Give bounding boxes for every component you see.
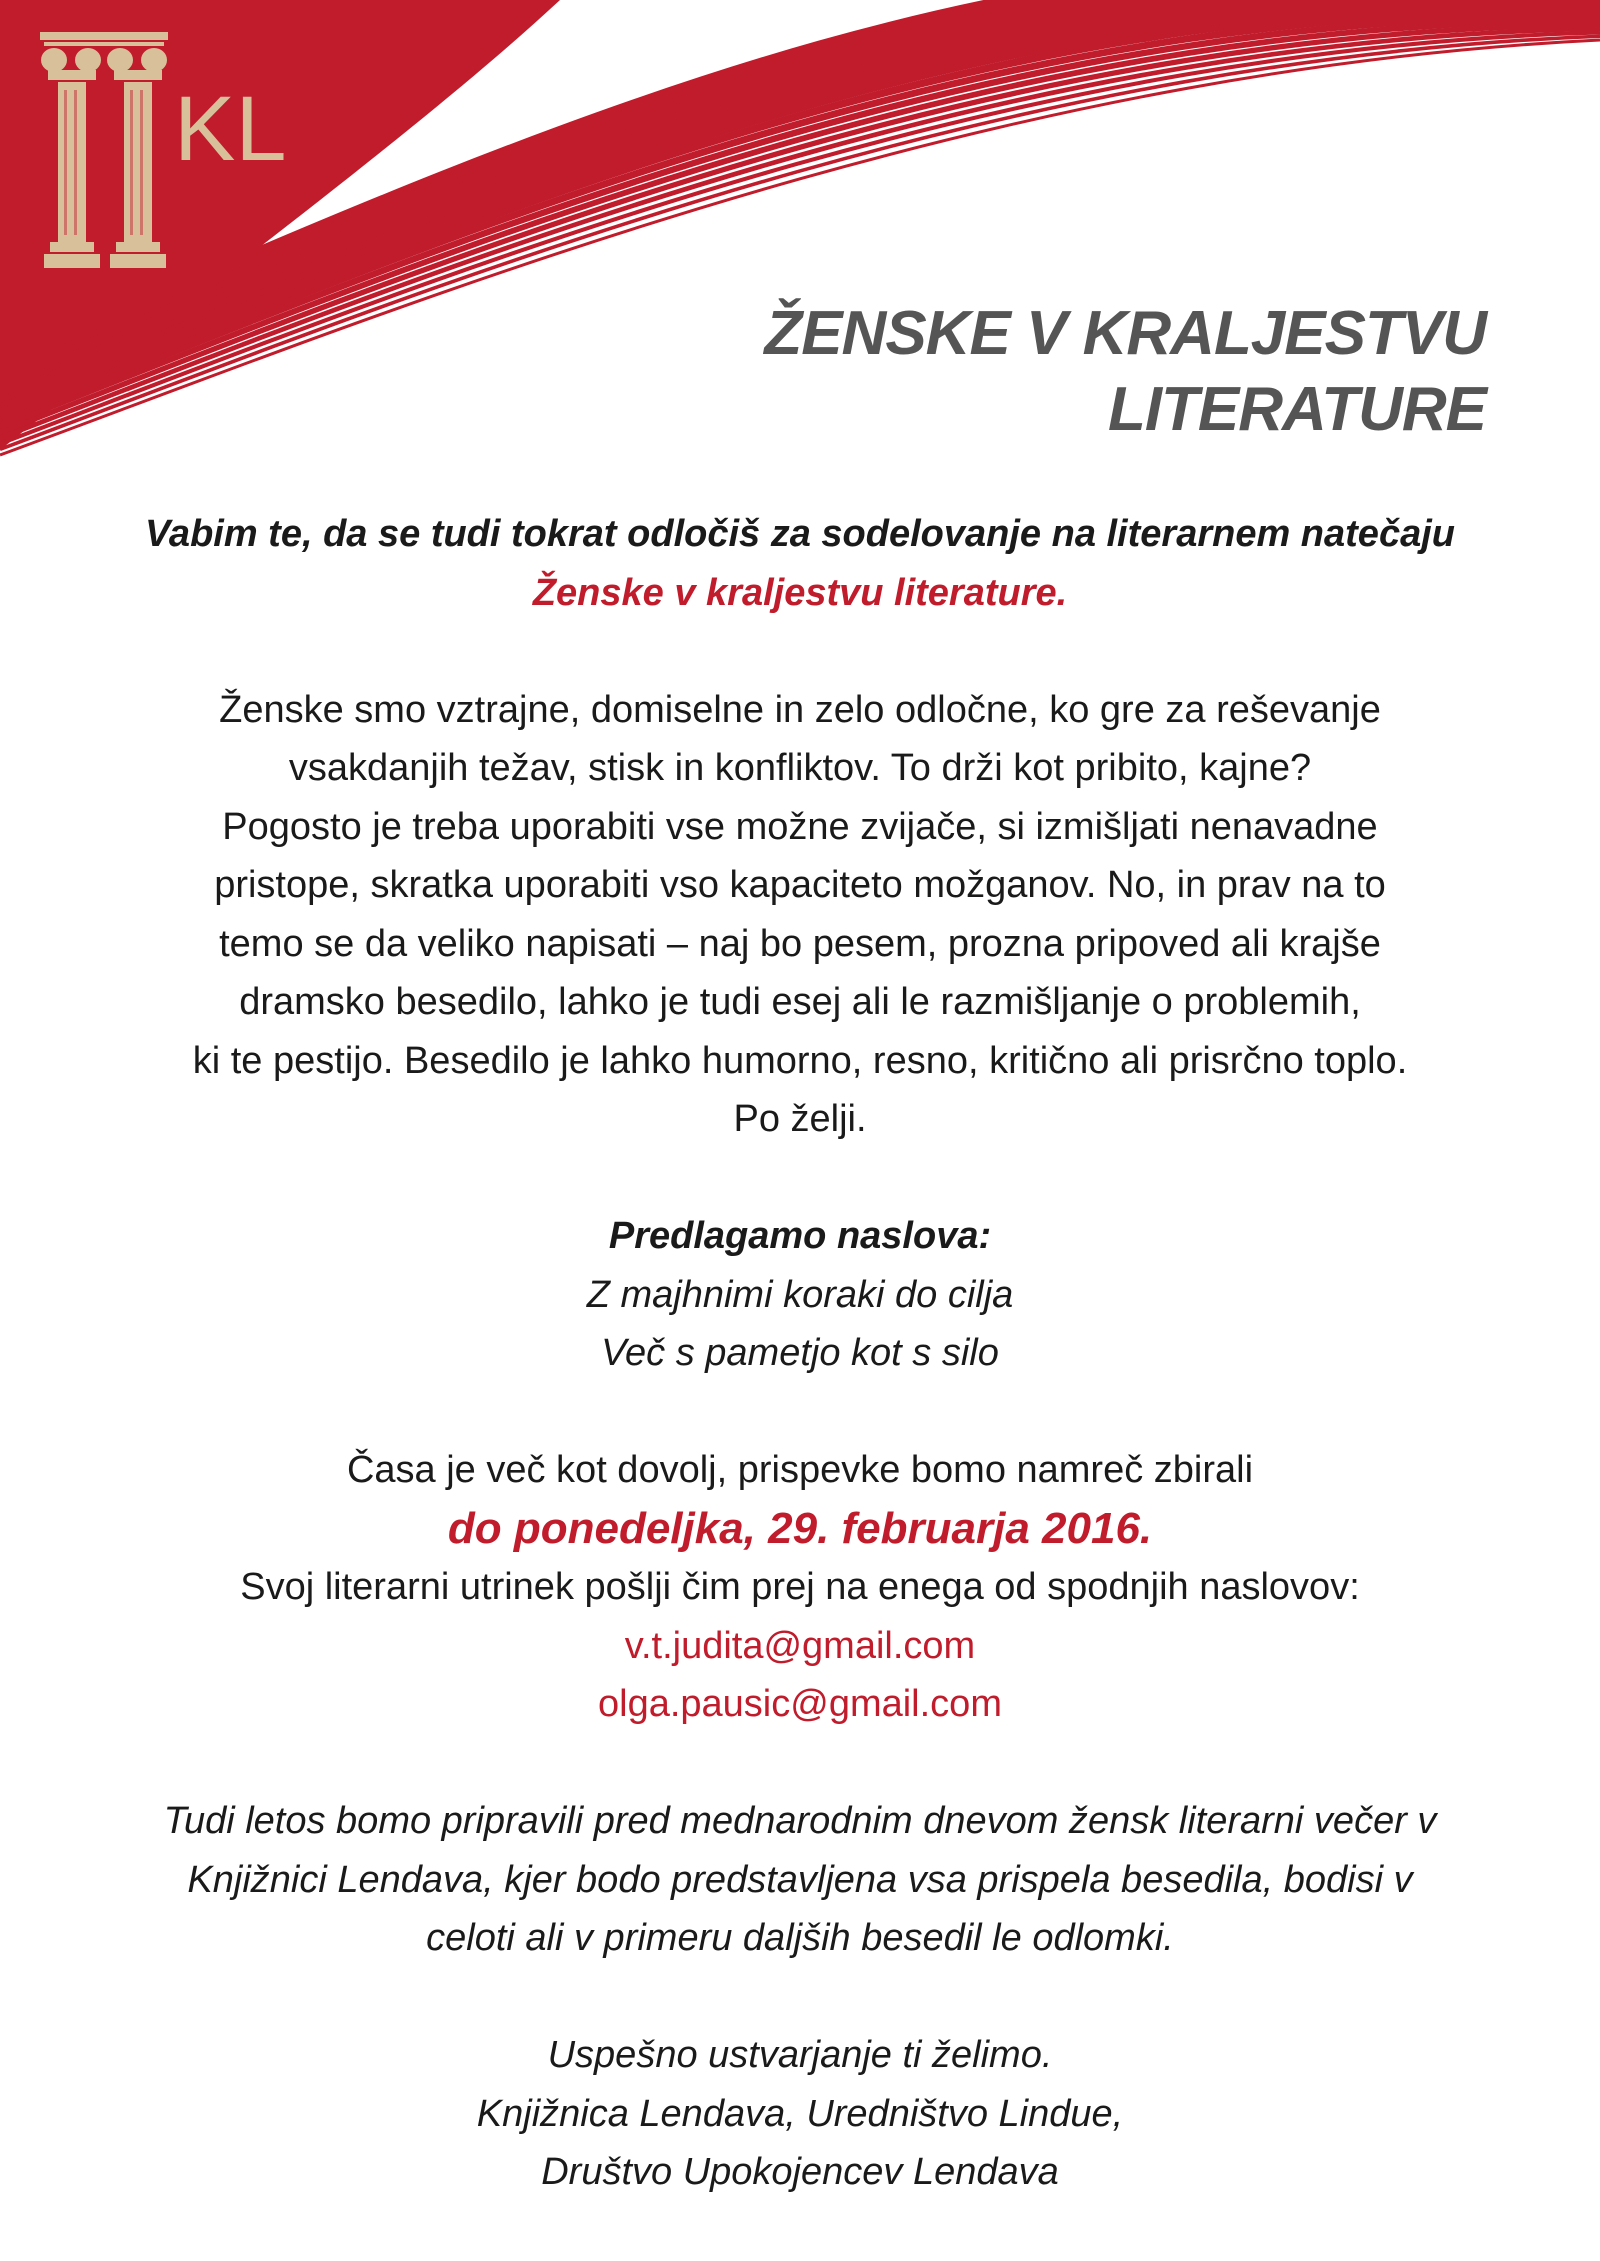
contest-name: Ženske v kraljestvu literature.	[532, 571, 1068, 614]
suggested-titles-heading: Predlagamo naslova:	[608, 1215, 992, 1257]
body-line: Po želji.	[733, 1098, 867, 1140]
event-line: Knjižnici Lendava, kjer bodo predstavljena vsa prispela besedila, bodisi v	[187, 1858, 1413, 1901]
body-line: pristope, skratka uporabiti vso kapaciteto možganov. No, in prav na to	[214, 864, 1386, 906]
twin-columns-logo-icon	[40, 32, 168, 268]
closing-wish: Uspešno ustvarjanje ti želimo.	[547, 2034, 1053, 2076]
deadline-date: do ponedeljka, 29. februarja 2016.	[447, 1503, 1153, 1553]
body-line: temo se da veliko napisati – naj bo pesem, prozna pripoved ali krajše	[219, 922, 1381, 965]
suggested-title: Z majhnimi koraki do cilja	[586, 1273, 1014, 1316]
event-line: celoti ali v primeru daljših besedil le odlomki.	[426, 1917, 1174, 1959]
body-line: Pogosto je treba uporabiti vse možne zvijače, si izmišljati nenavadne	[222, 805, 1378, 848]
email-link-judita[interactable]: v.t.judita@gmail.com	[624, 1624, 976, 1667]
body-line: Ženske smo vztrajne, domiselne in zelo odločne, ko gre za reševanje	[219, 688, 1381, 731]
event-line: Tudi letos bomo pripravili pred mednarodnim dnevom žensk literarni večer v	[163, 1800, 1437, 1842]
main-content	[80, 505, 1520, 2202]
page-title	[764, 296, 1486, 448]
kl-columns-logo	[40, 30, 300, 280]
title-line-2: LITERATURE	[1107, 375, 1486, 444]
deadline-intro: Časa je več kot dovolj, prispevke bomo namreč zbirali	[346, 1449, 1254, 1491]
suggested-title: Več s pametjo kot s silo	[601, 1332, 999, 1374]
email-link-olga[interactable]: olga.pausic@gmail.com	[598, 1683, 1002, 1725]
title-line-1: ŽENSKE V KRALJESTVU	[764, 299, 1486, 368]
logo-text: KL	[174, 78, 287, 180]
signature-line: Knjižnica Lendava, Uredništvo Lindue,	[476, 2092, 1124, 2135]
body-line: dramsko besedilo, lahko je tudi esej ali le razmišljanje o problemih,	[239, 981, 1361, 1023]
body-line: ki te pestijo. Besedilo je lahko humorno, resno, kritično ali prisrčno toplo.	[192, 1039, 1408, 1082]
intro-invitation: Vabim te, da se tudi tokrat odločiš za sodelovanje na literarnem natečaju	[145, 513, 1455, 555]
submission-instructions: Svoj literarni utrinek pošlji čim prej na enega od spodnjih naslovov:	[240, 1566, 1360, 1608]
signature-line: Društvo Upokojencev Lendava	[541, 2151, 1059, 2193]
body-line: vsakdanjih težav, stisk in konfliktov. To drži kot pribito, kajne?	[288, 747, 1312, 789]
